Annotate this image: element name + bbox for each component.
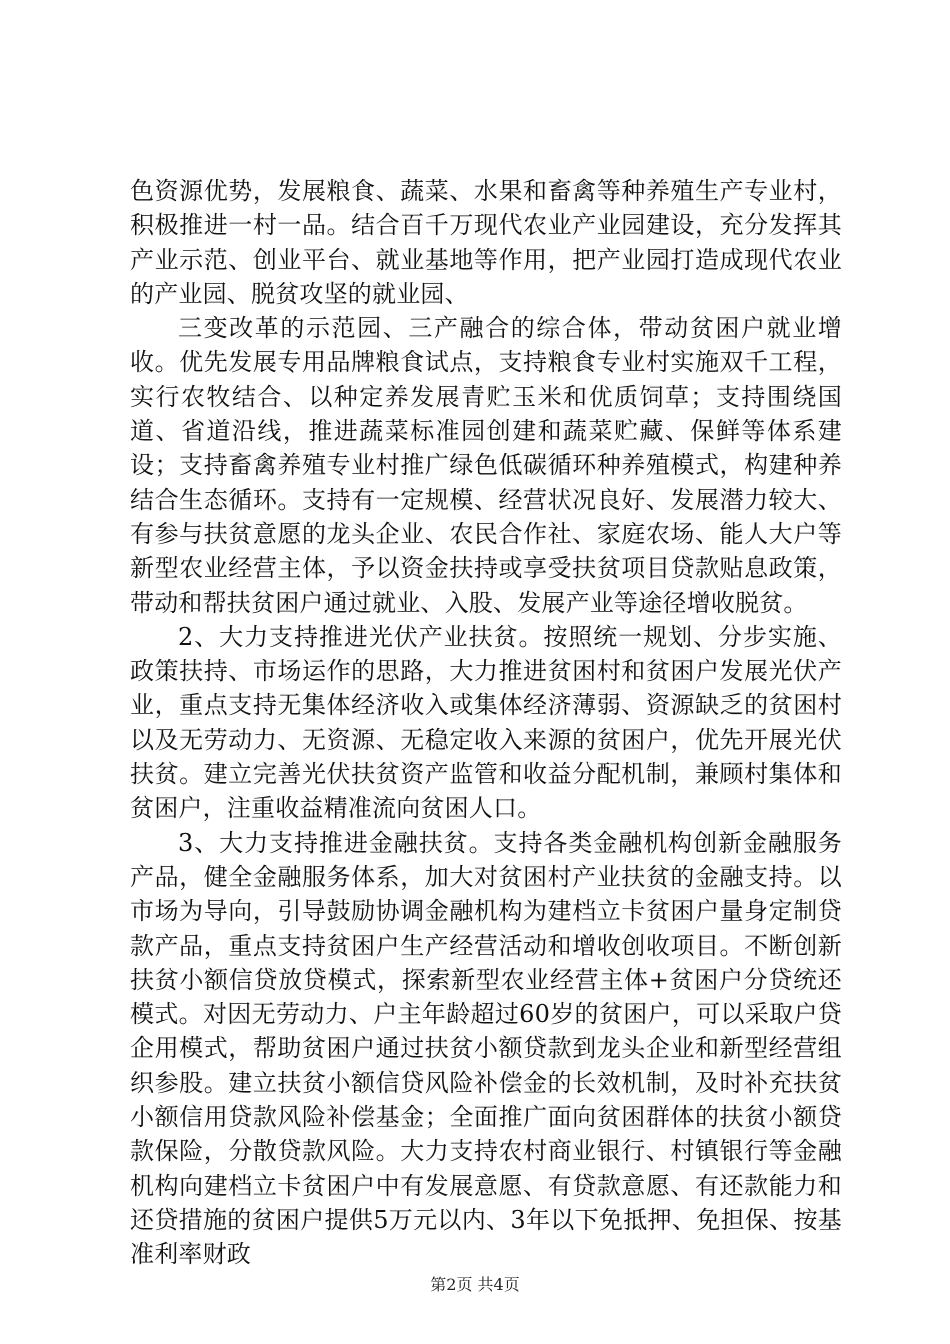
body-text: [130, 174, 842, 1272]
paragraph-4: 3、大力支持推进金融扶贫。支持各类金融机构创新金融服务产品，健全金融服务体系，加大对贫困村产业扶贫的金融支持。以市场为导向，引导鼓励协调金融机构为建档立卡贫困户量身定制贷款产品，重点支持贫困户生产经营活动和增收创收项目。不断创新扶贫小额信贷放贷模式，探索新型农业经营主体+贫困户分贷统还模式。对因无劳动力、户主年龄超过60岁的贫困户，可以采取户贷企用模式，帮助贫困户通过扶贫小额贷款到龙头企业和新型经营组织参股。建立扶贫小额信贷风险补偿金的长效机制，及时补充扶贫小额信用贷款风险补偿基金；全面推广面向贫困群体的扶贫小额贷款保险，分散贷款风险。大力支持农村商业银行、村镇银行等金融机构向建档立卡贫困户中有发展意愿、有贷款意愿、有还款能力和还贷措施的贫困户提供5万元以内、3年以下免抵押、免担保、按基准利率财政: [130, 828, 842, 1269]
paragraph-2: 三变改革的示范园、三产融合的综合体，带动贫困户就业增收。优先发展专用品牌粮食试点，支持粮食专业村实施双千工程，实行农牧结合、以种定养发展青贮玉米和优质饲草；支持围绕国道、省道沿线，推进蔬菜标准园创建和蔬菜贮藏、保鲜等体系建设；支持畜禽养殖专业村推广绿色低碳循环种养殖模式，构建种养结合生态循环。支持有一定规模、经营状况良好、发展潜力较大、有参与扶贫意愿的龙头企业、农民合作社、家庭农场、能人大户等新型农业经营主体，予以资金扶持或享受扶贫项目贷款贴息政策，带动和帮扶贫困户通过就业、入股、发展产业等途径增收脱贫。: [130, 314, 842, 617]
paragraph-1: 色资源优势，发展粮食、蔬菜、水果和畜禽等种养殖生产专业村，积极推进一村一品。结合百千万现代农业产业园建设，充分发挥其产业示范、创业平台、就业基地等作用，把产业园打造成现代农业的产业园、脱贫攻坚的就业园、: [130, 177, 842, 308]
page-footer: 第2页 共4页: [430, 1275, 520, 1294]
paragraph-3: 2、大力支持推进光伏产业扶贫。按照统一规划、分步实施、政策扶持、市场运作的思路，大力推进贫困村和贫困户发展光伏产业，重点支持无集体经济收入或集体经济薄弱、资源缺乏的贫困村以及无劳动力、无资源、无稳定收入来源的贫困户，优先开展光伏扶贫。建立完善光伏扶贫资产监管和收益分配机制，兼顾村集体和贫困户，注重收益精准流向贫困人口。: [130, 622, 842, 823]
